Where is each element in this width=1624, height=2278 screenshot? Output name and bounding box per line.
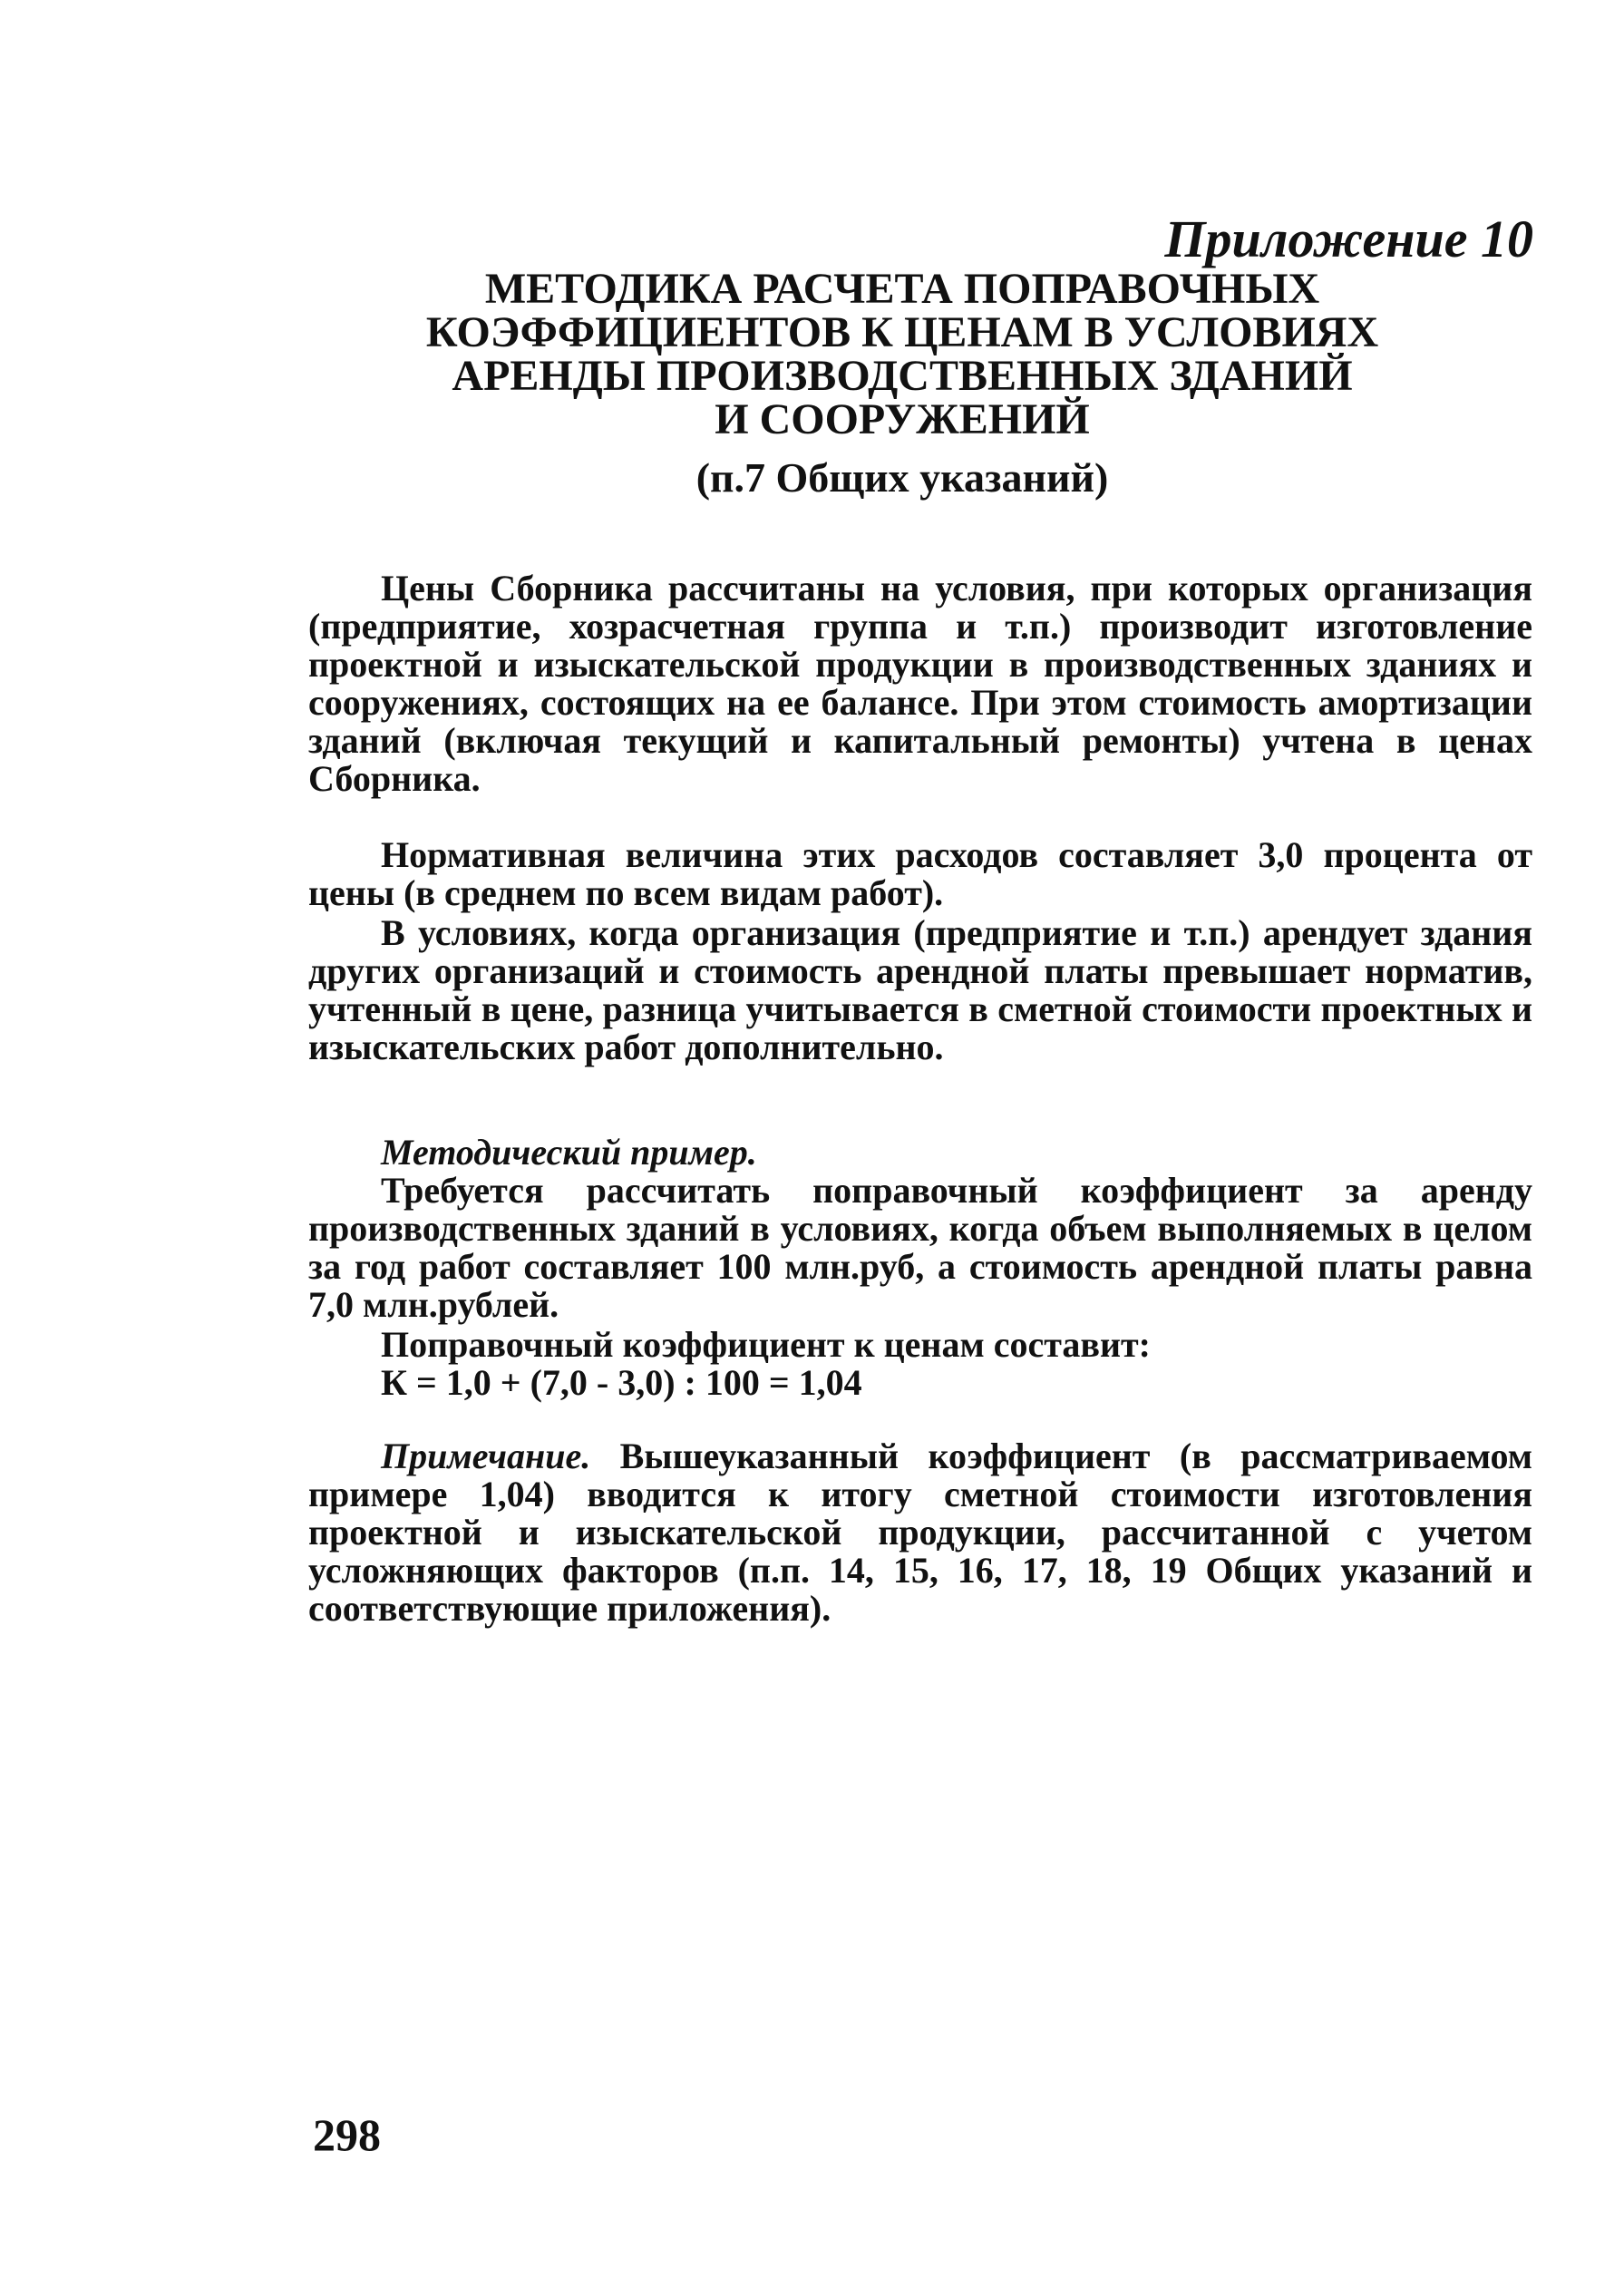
title-line: И СООРУЖЕНИЙ xyxy=(715,395,1090,443)
page-number: 298 xyxy=(313,2109,381,2160)
paragraph-example: Требуется рассчитать поправочный коэффициент за аренду производственных зданий в условиях, когда объем выполняемых в целом за год работ составляет 100 млн.руб, а стоимость арендной платы равна 7,0 млн.рублей. xyxy=(308,1170,1532,1325)
title-line: КОЭФФИЦИЕНТОВ К ЦЕНАМ В УСЛОВИЯХ xyxy=(425,308,1379,356)
appendix-label: Приложение 10 xyxy=(1164,209,1533,268)
title-line: АРЕНДЫ ПРОИЗВОДСТВЕННЫХ ЗДАНИЙ xyxy=(452,352,1353,400)
document-subtitle: (п.7 Общих указаний) xyxy=(695,454,1109,501)
note-label: Примечание. xyxy=(381,1436,591,1476)
title-line: МЕТОДИКА РАСЧЕТА ПОПРАВОЧНЫХ xyxy=(484,265,1320,313)
method-example-heading: Методический пример. xyxy=(381,1132,757,1173)
note-paragraph xyxy=(308,1437,1532,1628)
note-text: Вышеуказанный коэффициент (в рассматриваемом примере 1,04) вводится к итогу сметной стоимости изготовления проектной и изыскательской продукции, рассчитанной с учетом усложняющих факторов (п.п. 14, 15, 16, 17, 18, 19 Общих указаний и соответствующие приложения). xyxy=(308,1436,1532,1629)
paragraph-rent-conditions: В условиях, когда организация (предприятие и т.п.) арендует здания других организаций и стоимость арендной платы превышает норматив, учтенный в цене, разница учитывается в сметной стоимости проектных и изыскательских работ дополнительно. xyxy=(308,912,1532,1067)
formula: К = 1,0 + (7,0 - 3,0) : 100 = 1,04 xyxy=(381,1362,862,1403)
paragraph-prices: Цены Сборника рассчитаны на условия, при которых организация (предприятие, хозрасчетная группа и т.п.) производит изготовление проектной и изыскательской продукции в производственных зданиях и сооружениях, состоящих на ее балансе. При этом стоимость амортизации зданий (включая текущий и капитальный ремонты) учтена в ценах Сборника. xyxy=(308,568,1532,799)
paragraph-coefficient: Поправочный коэффициент к ценам составит: xyxy=(381,1324,1151,1365)
paragraph-normative: Нормативная величина этих расходов составляет 3,0 процента от цены (в среднем по всем видам работ). xyxy=(308,834,1532,913)
document-title xyxy=(308,265,1496,443)
